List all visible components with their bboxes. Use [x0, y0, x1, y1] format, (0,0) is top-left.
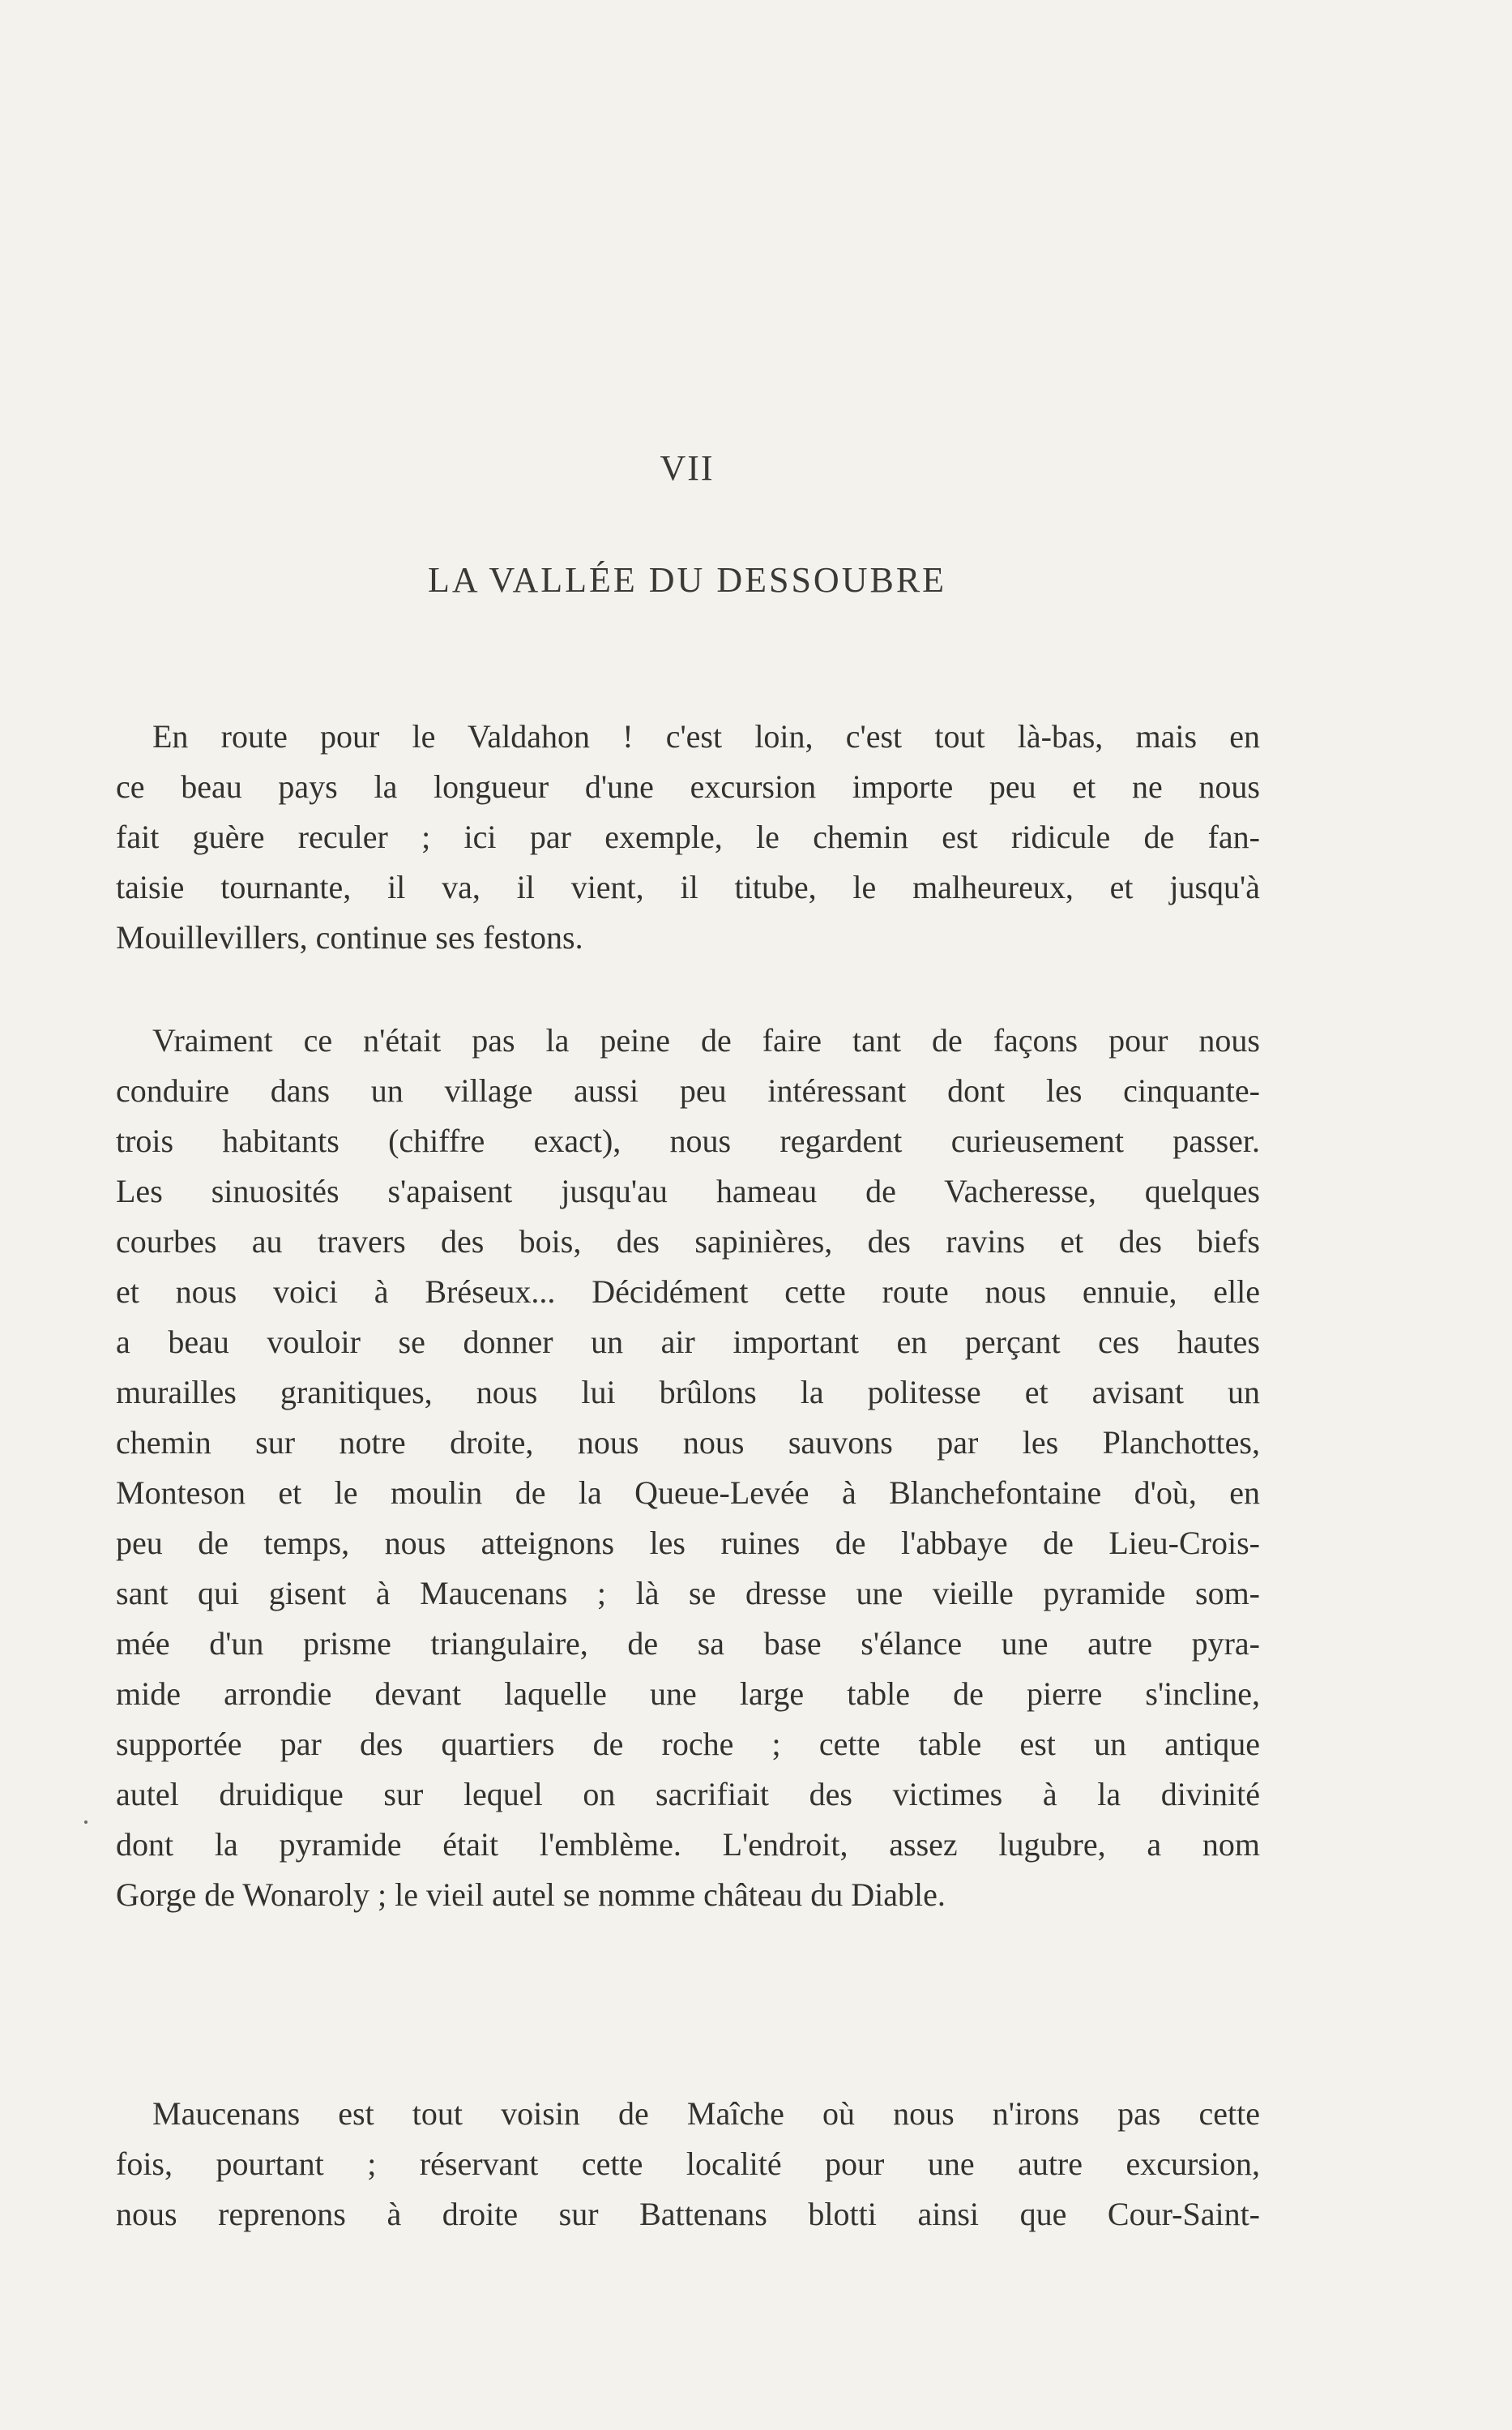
paragraph [116, 1016, 1260, 1920]
text-line: supportée par des quartiers de roche ; cette table est un antique [116, 1726, 1260, 1762]
text-line: Maucenans est tout voisin de Maîche où nous n'irons pas cette [152, 2095, 1260, 2132]
text-line: courbes au travers des bois, des sapinières, des ravins et des biefs [116, 1223, 1260, 1260]
text-line: chemin sur notre droite, nous nous sauvons par les Planchottes, [116, 1424, 1260, 1461]
chapter-number: VII [660, 448, 715, 488]
stray-ink-dot [84, 1820, 88, 1824]
text-line: mide arrondie devant laquelle une large table de pierre s'incline, [116, 1675, 1260, 1712]
text-line: Monteson et le moulin de la Queue-Levée à Blanchefontaine d'où, en [116, 1474, 1260, 1511]
text-line: nous reprenons à droite sur Battenans blotti ainsi que Cour-Saint- [116, 2196, 1260, 2232]
text-line: a beau vouloir se donner un air important en perçant ces hautes [116, 1324, 1260, 1360]
text-line: Vraiment ce n'était pas la peine de faire tant de façons pour nous [152, 1022, 1260, 1059]
text-line: autel druidique sur lequel on sacrifiait des victimes à la divinité [116, 1776, 1260, 1812]
text-line: sant qui gisent à Maucenans ; là se dresse une vieille pyramide som- [116, 1575, 1260, 1611]
text-line: Les sinuosités s'apaisent jusqu'au hameau de Vacheresse, quelques [116, 1173, 1260, 1209]
text-line: conduire dans un village aussi peu intéressant dont les cinquante- [116, 1072, 1260, 1109]
text-line: En route pour le Valdahon ! c'est loin, c'est tout là-bas, mais en [152, 718, 1260, 755]
text-line: dont la pyramide était l'emblème. L'endroit, assez lugubre, a nom [116, 1826, 1260, 1863]
chapter-title: LA VALLÉE DU DESSOUBRE [427, 560, 947, 600]
text-line: ce beau pays la longueur d'une excursion importe peu et ne nous [116, 768, 1260, 805]
text-line: Mouillevillers, continue ses festons. [116, 919, 583, 956]
text-line: fois, pourtant ; réservant cette localité pour une autre excursion, [116, 2146, 1260, 2182]
text-line: trois habitants (chiffre exact), nous regardent curieusement passer. [116, 1123, 1260, 1159]
text-line: peu de temps, nous atteignons les ruines de l'abbaye de Lieu-Crois- [116, 1525, 1260, 1561]
text-line: taisie tournante, il va, il vient, il titube, le malheureux, et jusqu'à [116, 869, 1260, 905]
text-line: murailles granitiques, nous lui brûlons la politesse et avisant un [116, 1374, 1260, 1410]
paragraph [116, 2089, 1260, 2240]
text-line: mée d'un prisme triangulaire, de sa base s'élance une autre pyra- [116, 1625, 1260, 1662]
text-line: fait guère reculer ; ici par exemple, le chemin est ridicule de fan- [116, 819, 1260, 855]
paragraph [116, 712, 1260, 963]
text-line: et nous voici à Bréseux... Décidément cette route nous ennuie, elle [116, 1273, 1260, 1310]
text-line: Gorge de Wonaroly ; le vieil autel se nomme château du Diable. [116, 1876, 946, 1913]
